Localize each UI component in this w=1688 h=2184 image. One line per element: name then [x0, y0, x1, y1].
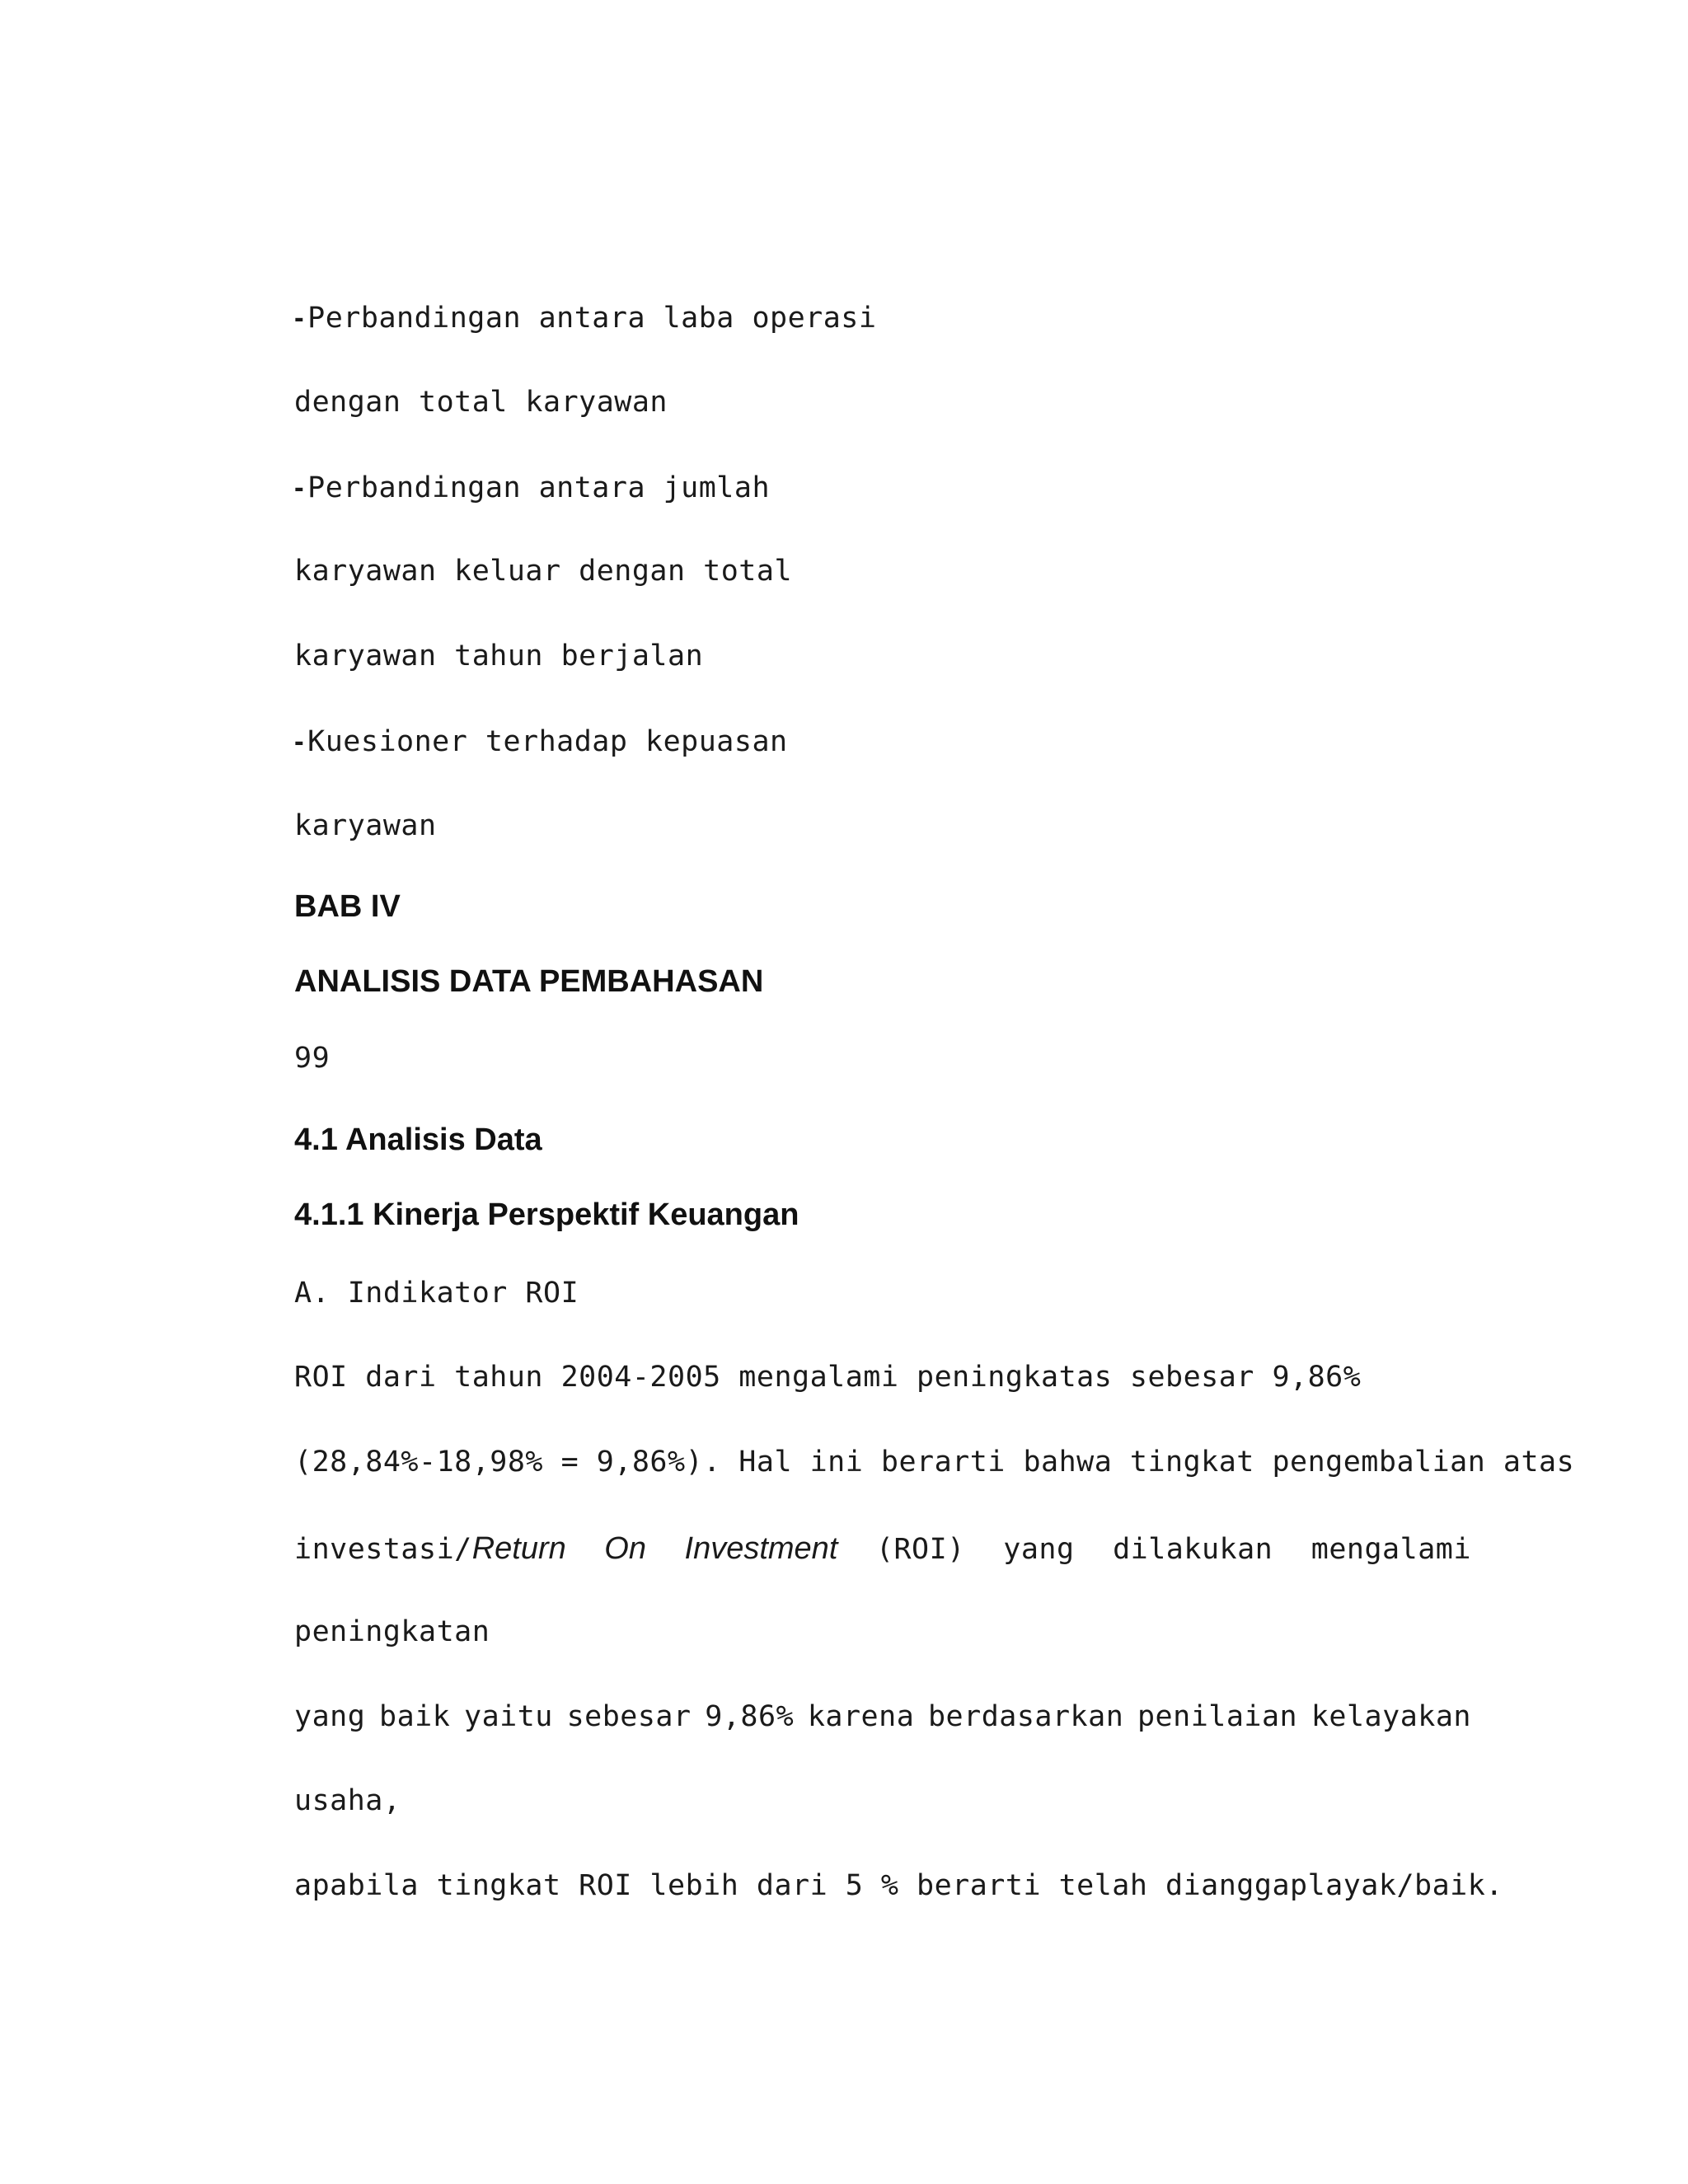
word: 9,86%	[705, 1700, 795, 1733]
paragraph-line: peningkatan	[294, 1615, 490, 1648]
page-number: 99	[294, 1042, 331, 1075]
word: berdasarkan	[927, 1700, 1124, 1733]
bullet-item-2-continuation: karyawan keluar dengan total	[294, 555, 793, 588]
paragraph-line: apabila tingkat ROI lebih dari 5 % berarti telah dianggaplayak/baik.	[294, 1869, 1503, 1902]
word: investasi/	[294, 1533, 472, 1566]
word-group	[294, 1533, 566, 1564]
bullet-dash: -	[294, 725, 305, 757]
word-italic: On	[604, 1531, 646, 1566]
word: kelayakan	[1311, 1700, 1471, 1733]
bullet-item-2	[294, 473, 770, 503]
section-heading-4-1: 4.1 Analisis Data	[294, 1122, 542, 1157]
bullet-dash: -	[294, 471, 305, 504]
paragraph-line: ROI dari tahun 2004-2005 mengalami peningkatas sebesar 9,86%	[294, 1361, 1362, 1394]
paragraph-line: (28,84%-18,98% = 9,86%). Hal ini berarti bahwa tingkat pengembalian atas	[294, 1446, 1575, 1479]
word: yang	[294, 1700, 366, 1733]
bullet-text: Kuesioner terhadap kepuasan	[307, 725, 788, 758]
word: yang	[1003, 1533, 1075, 1566]
section-heading-4-1-1: 4.1.1 Kinerja Perspektif Keuangan	[294, 1197, 799, 1232]
word: penilaian	[1137, 1700, 1298, 1733]
chapter-label: BAB IV	[294, 889, 401, 924]
bullet-item-2-continuation: karyawan tahun berjalan	[294, 640, 704, 673]
word: sebesar	[566, 1700, 692, 1733]
chapter-title: ANALISIS DATA PEMBAHASAN	[294, 964, 764, 999]
bullet-item-1-continuation: dengan total karyawan	[294, 386, 668, 419]
bullet-item-3	[294, 727, 788, 757]
bullet-text: Perbandingan antara laba operasi	[307, 302, 877, 335]
bullet-dash: -	[294, 302, 305, 334]
word: dilakukan	[1113, 1533, 1273, 1566]
bullet-text: Perbandingan antara jumlah	[307, 471, 771, 504]
word: yaitu	[464, 1700, 553, 1733]
word-italic: Investment	[684, 1531, 838, 1566]
bullet-item-1	[294, 303, 876, 333]
word: mengalami	[1311, 1533, 1471, 1566]
paragraph-line-justified	[294, 1533, 1471, 1564]
indicator-heading: A. Indikator ROI	[294, 1277, 579, 1310]
word: (ROI)	[875, 1533, 965, 1566]
word-italic: Return	[471, 1531, 566, 1566]
paragraph-line-justified	[294, 1700, 1471, 1733]
word: baik	[379, 1700, 451, 1733]
bullet-item-3-continuation: karyawan	[294, 809, 437, 842]
paragraph-line: usaha,	[294, 1784, 401, 1817]
word: karena	[807, 1700, 915, 1733]
